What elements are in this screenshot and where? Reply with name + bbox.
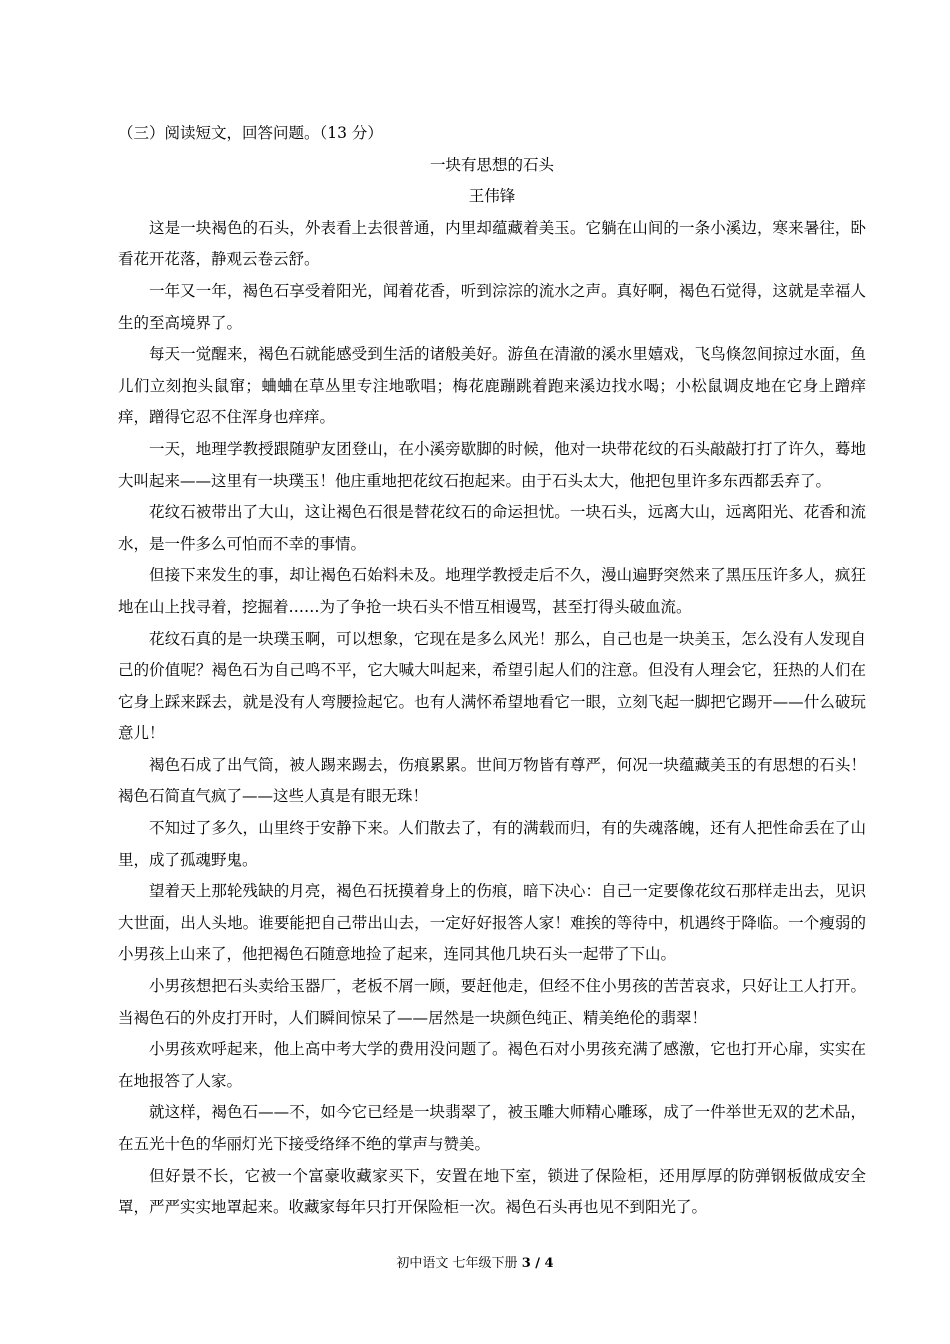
paragraph: 但接下来发生的事，却让褐色石始料未及。地理学教授走后不久，漫山遍野突然来了黑压压许多人，疯狂地在山上找寻着，挖掘着……为了争抢一块石头不惜互相谩骂，甚至打得头破血流。 bbox=[118, 566, 866, 616]
paragraph: 就这样，褐色石——不，如今它已经是一块翡翠了，被玉雕大师精心雕琢，成了一件举世无双的艺术品，在五光十色的华丽灯光下接受络绎不绝的掌声与赞美。 bbox=[118, 1103, 866, 1153]
paragraph: 小男孩想把石头卖给玉器厂，老板不屑一顾，要赶他走，但经不住小男孩的苦苦哀求，只好让工人打开。当褐色石的外皮打开时，人们瞬间惊呆了——居然是一块颜色纯正、精美绝伦的翡翠！ bbox=[118, 977, 866, 1027]
page-number: 3 / 4 bbox=[521, 1256, 554, 1271]
paragraph: 褐色石成了出气筒，被人踢来踢去，伤痕累累。世间万物皆有尊严，何况一块蕴藏美玉的有思想的石头！褐色石简直气疯了——这些人真是有眼无珠！ bbox=[118, 755, 866, 806]
paragraph: 但好景不长，它被一个富豪收藏家买下，安置在地下室，锁进了保险柜，还用厚厚的防弹钢板做成安全罩，严严实实地罩起来。收藏家每年只打开保险柜一次。褐色石头再也见不到阳光了。 bbox=[118, 1166, 866, 1217]
paragraph: 每天一觉醒来，褐色石就能感受到生活的诸般美好。游鱼在清澈的溪水里嬉戏，飞鸟倏忽间掠过水面，鱼儿们立刻抱头鼠窜；蛐蛐在草丛里专注地歌唱；梅花鹿蹦跳着跑来溪边找水喝；小松鼠调皮地在它身上蹭痒痒，蹭得它忍不住浑身也痒痒。 bbox=[118, 345, 866, 427]
section-heading: （三）阅读短文，回答问题。（13 分） bbox=[118, 124, 383, 142]
paragraph: 不知过了多久，山里终于安静下来。人们散去了，有的满载而归，有的失魂落魄，还有人把性命丢在了山里，成了孤魂野鬼。 bbox=[118, 819, 866, 869]
footer-course: 初中语文 bbox=[396, 1256, 449, 1271]
paragraph: 花纹石被带出了大山，这让褐色石很是替花纹石的命运担忧。一块石头，远离大山，远离阳光、花香和流水，是一件多么可怕而不幸的事情。 bbox=[118, 503, 866, 553]
paragraph: 一年又一年，褐色石享受着阳光，闻着花香，听到淙淙的流水之声。真好啊，褐色石觉得，这就是幸福人生的至高境界了。 bbox=[118, 281, 866, 332]
page-footer bbox=[0, 1252, 950, 1271]
paragraph: 望着天上那轮残缺的月亮，褐色石抚摸着身上的伤痕，暗下决心：自己一定要像花纹石那样走出去，见识大世面，出人头地。谁要能把自己带出山去，一定好好报答人家！难挨的等待中，机遇终于降临。一个瘦弱的小男孩上山来了，他把褐色石随意地捡了起来，连同其他几块石头一起带了下山。 bbox=[118, 882, 866, 964]
paragraph: 一天，地理学教授跟随驴友团登山，在小溪旁歇脚的时候，他对一块带花纹的石头敲敲打打了许久，蓦地大叫起来——这里有一块璞玉！他庄重地把花纹石抱起来。由于石头太大，他把包里许多东西都丢弃了。 bbox=[118, 439, 866, 490]
article-title: 一块有思想的石头 bbox=[429, 155, 554, 174]
article-body bbox=[118, 118, 866, 1224]
paragraph: 这是一块褐色的石头，外表看上去很普通，内里却蕴藏着美玉。它躺在山间的一条小溪边，寒来暑往，卧看花开花落，静观云卷云舒。 bbox=[118, 218, 866, 269]
paragraph: 花纹石真的是一块璞玉啊，可以想象，它现在是多么风光！那么，自己也是一块美玉，怎么没有人发现自己的价值呢？褐色石为自己鸣不平，它大喊大叫起来，希望引起人们的注意。但没有人理会它，狂热的人们在它身上踩来踩去，就是没有人弯腰捡起它。也有人满怀希望地看它一眼，立刻飞起一脚把它踢开——什么破玩意儿！ bbox=[118, 629, 866, 743]
article-author: 王伟锋 bbox=[468, 187, 516, 206]
footer-grade: 七年级下册 bbox=[452, 1256, 518, 1271]
paragraph: 小男孩欢呼起来，他上高中考大学的费用没问题了。褐色石对小男孩充满了感激，它也打开心扉，实实在在地报答了人家。 bbox=[118, 1040, 866, 1090]
